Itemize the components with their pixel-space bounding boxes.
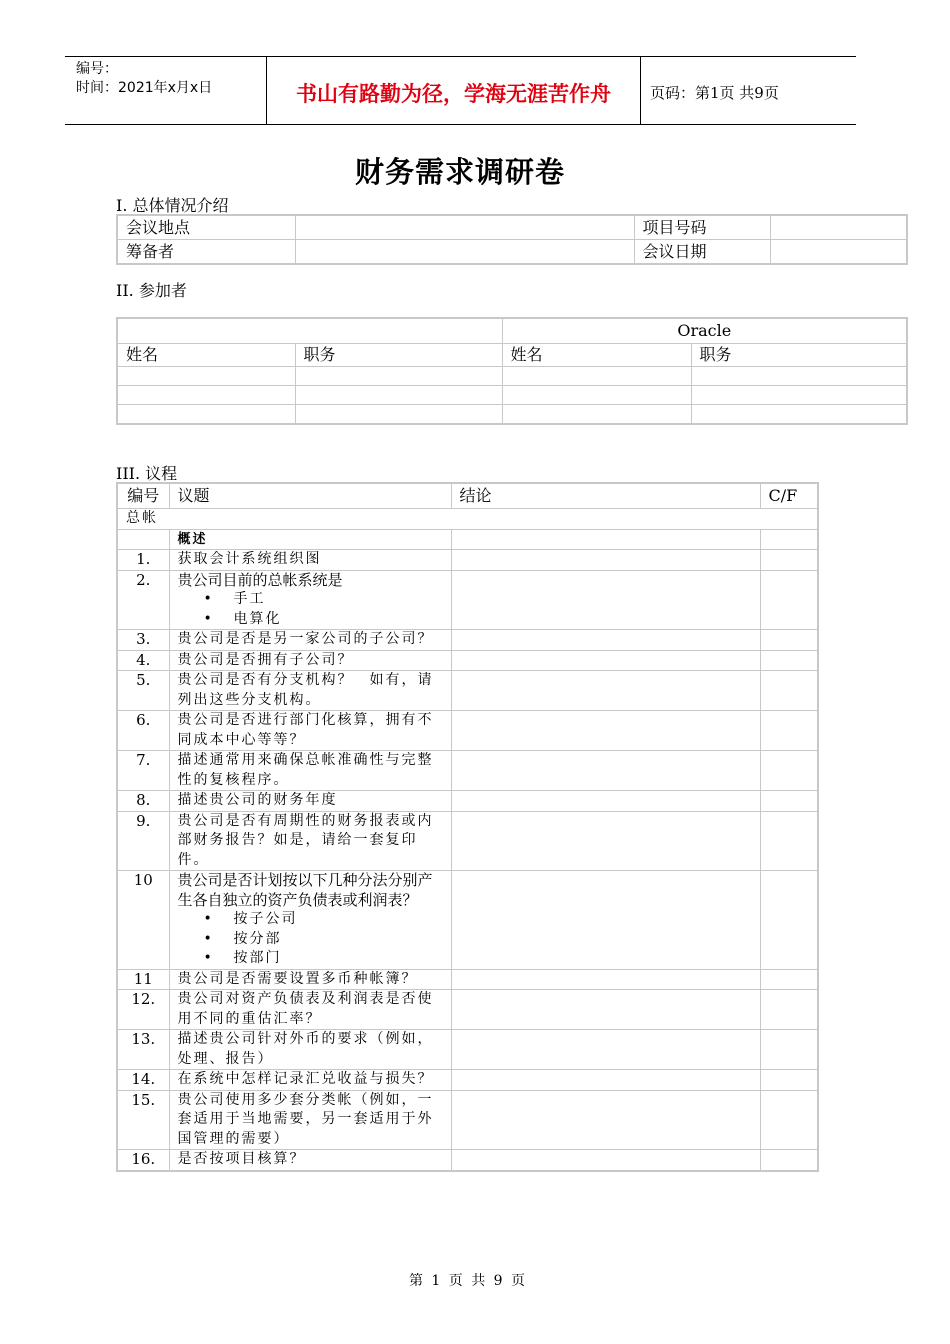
column-header-name: 姓名 xyxy=(502,344,691,367)
participant-cell[interactable] xyxy=(691,405,907,425)
table-row xyxy=(117,791,818,812)
table-header-row xyxy=(117,483,818,509)
participant-cell[interactable] xyxy=(117,367,295,386)
item-number: 5. xyxy=(117,671,169,711)
table-row xyxy=(117,1070,818,1091)
bullet-item xyxy=(178,910,443,930)
section-heading-agenda: III. 议程 xyxy=(116,464,178,483)
item-text: 贵公司是否有分支机构？ 如有，请列出这些分支机构。 xyxy=(177,672,434,708)
item-topic xyxy=(169,570,451,630)
organizer-field[interactable] xyxy=(295,240,634,265)
participant-cell[interactable] xyxy=(691,386,907,405)
item-text: 获取会计系统组织图 xyxy=(177,551,322,567)
item-topic xyxy=(169,791,451,812)
column-header-topic: 议题 xyxy=(169,483,451,509)
item-number: 2. xyxy=(117,570,169,630)
item-topic xyxy=(169,650,451,671)
bullet-item xyxy=(178,590,443,610)
item-text: 贵公司是否拥有子公司？ xyxy=(177,651,354,668)
bullet-label: 按分部 xyxy=(233,930,282,947)
table-row xyxy=(117,240,907,265)
bullet-item xyxy=(178,610,443,630)
item-text: 描述贵公司的财务年度 xyxy=(177,792,338,808)
cf-cell[interactable] xyxy=(760,650,818,671)
conclusion-cell[interactable] xyxy=(451,791,760,812)
table-row xyxy=(117,529,818,550)
oracle-group-header: Oracle xyxy=(502,318,907,344)
table-row xyxy=(117,751,818,791)
conclusion-cell[interactable] xyxy=(451,550,760,571)
subheading-label: 概述 xyxy=(169,529,451,550)
participant-cell[interactable] xyxy=(295,386,502,405)
table-row xyxy=(117,671,818,711)
conclusion-cell[interactable] xyxy=(451,811,760,871)
header-page-number: 页码：第1页 共9页 xyxy=(650,84,779,102)
cf-cell[interactable] xyxy=(760,529,818,550)
meeting-date-field[interactable] xyxy=(770,240,907,265)
participant-cell[interactable] xyxy=(117,386,295,405)
cf-cell[interactable] xyxy=(760,1150,818,1171)
table-row xyxy=(117,1090,818,1150)
participant-cell[interactable] xyxy=(295,367,502,386)
meeting-location-label: 会议地点 xyxy=(117,215,295,240)
participant-cell[interactable] xyxy=(502,367,691,386)
project-number-label: 项目号码 xyxy=(634,215,770,240)
table-row xyxy=(117,509,818,530)
column-header-conclusion: 结论 xyxy=(451,483,760,509)
category-label: 总帐 xyxy=(117,509,818,530)
item-number: 12. xyxy=(117,990,169,1030)
item-topic xyxy=(169,1070,451,1091)
column-header-number: 编号 xyxy=(117,483,169,509)
bullet-icon: • xyxy=(203,930,212,947)
page-title: 财务需求调研卷 xyxy=(354,155,565,189)
item-topic xyxy=(169,1030,451,1070)
cf-cell[interactable] xyxy=(760,550,818,571)
table-row xyxy=(117,811,818,871)
cf-cell[interactable] xyxy=(760,711,818,751)
item-topic xyxy=(169,550,451,571)
item-number: 7. xyxy=(117,751,169,791)
cf-cell[interactable] xyxy=(760,751,818,791)
item-number: 10 xyxy=(117,871,169,970)
item-topic xyxy=(169,671,451,711)
agenda-table xyxy=(116,482,819,1172)
item-number: 15. xyxy=(117,1090,169,1150)
item-text: 贵公司目前的总帐系统是 xyxy=(177,570,343,589)
table-row xyxy=(117,215,907,240)
item-number: 6. xyxy=(117,711,169,751)
column-header-title: 职务 xyxy=(295,344,502,367)
item-number: 9. xyxy=(117,811,169,871)
conclusion-cell[interactable] xyxy=(451,630,760,651)
cf-cell[interactable] xyxy=(760,570,818,630)
participants-table xyxy=(116,317,908,425)
item-topic xyxy=(169,630,451,651)
conclusion-cell[interactable] xyxy=(451,570,760,630)
header-divider xyxy=(640,56,641,124)
item-number: 4. xyxy=(117,650,169,671)
cf-cell[interactable] xyxy=(760,871,818,970)
conclusion-cell[interactable] xyxy=(451,969,760,990)
cf-cell[interactable] xyxy=(760,969,818,990)
table-row xyxy=(117,367,907,386)
organizer-label: 筹备者 xyxy=(117,240,295,265)
cf-cell[interactable] xyxy=(760,990,818,1030)
table-row xyxy=(117,318,907,344)
conclusion-cell[interactable] xyxy=(451,1090,760,1150)
bullet-item xyxy=(178,930,443,950)
item-text: 贵公司是否进行部门化核算，拥有不同成本中心等等？ xyxy=(177,712,434,748)
table-row xyxy=(117,650,818,671)
table-row xyxy=(117,405,907,425)
bullet-icon: • xyxy=(203,950,212,966)
item-text: 贵公司使用多少套分类帐（例如，一套适用于当地需要，另一套适用于外国管理的需要） xyxy=(177,1091,434,1147)
item-topic xyxy=(169,811,451,871)
item-number: 3. xyxy=(117,630,169,651)
item-text: 在系统中怎样记录汇兑收益与损失？ xyxy=(177,1071,434,1087)
item-number: 14. xyxy=(117,1070,169,1091)
participant-cell[interactable] xyxy=(295,405,502,425)
table-row xyxy=(117,990,818,1030)
item-topic xyxy=(169,990,451,1030)
column-header-title: 职务 xyxy=(691,344,907,367)
table-row xyxy=(117,969,818,990)
conclusion-cell[interactable] xyxy=(451,1150,760,1171)
conclusion-cell[interactable] xyxy=(451,711,760,751)
item-number: 11 xyxy=(117,969,169,990)
bullet-label: 手工 xyxy=(233,591,266,607)
table-row xyxy=(117,550,818,571)
column-header-cf: C/F xyxy=(760,483,818,509)
cf-cell[interactable] xyxy=(760,1070,818,1091)
table-header-row xyxy=(117,344,907,367)
cf-cell[interactable] xyxy=(760,811,818,871)
conclusion-cell[interactable] xyxy=(451,1030,760,1070)
table-row xyxy=(117,1150,818,1171)
bullet-label: 按子公司 xyxy=(233,911,298,927)
document-time: 时间：2021年x月x日 xyxy=(76,80,213,96)
overview-table xyxy=(116,214,908,265)
meeting-location-field[interactable] xyxy=(295,215,634,240)
header-meta xyxy=(76,60,212,98)
client-group-header xyxy=(117,318,502,344)
bullet-label: 电算化 xyxy=(233,610,282,627)
header-bottom-rule xyxy=(65,124,856,125)
header-motto: 书山有路勤为径，学海无涯苦作舟 xyxy=(296,82,611,106)
bullet-icon: • xyxy=(203,610,212,627)
table-row xyxy=(117,386,907,405)
item-text: 贵公司是否是另一家公司的子公司？ xyxy=(177,631,434,647)
conclusion-cell[interactable] xyxy=(451,1070,760,1091)
conclusion-cell[interactable] xyxy=(451,529,760,550)
bullet-icon: • xyxy=(203,911,212,927)
table-row xyxy=(117,711,818,751)
participant-cell[interactable] xyxy=(502,386,691,405)
meeting-date-label: 会议日期 xyxy=(634,240,770,265)
conclusion-cell[interactable] xyxy=(451,751,760,791)
conclusion-cell[interactable] xyxy=(451,990,760,1030)
item-number: 1. xyxy=(117,550,169,571)
item-number: 8. xyxy=(117,791,169,812)
item-topic xyxy=(169,711,451,751)
item-number: 16. xyxy=(117,1150,169,1171)
section-heading-overview: I. 总体情况介绍 xyxy=(116,196,229,215)
item-number: 13. xyxy=(117,1030,169,1070)
item-topic xyxy=(169,969,451,990)
column-header-name: 姓名 xyxy=(117,344,295,367)
table-row xyxy=(117,871,818,970)
participant-cell[interactable] xyxy=(691,367,907,386)
cf-cell[interactable] xyxy=(760,630,818,651)
participant-cell[interactable] xyxy=(117,405,295,425)
item-text: 描述贵公司针对外币的要求（例如，处理、报告） xyxy=(177,1031,434,1067)
cf-cell[interactable] xyxy=(760,671,818,711)
item-topic xyxy=(169,871,451,970)
bullet-label: 按部门 xyxy=(233,950,282,966)
conclusion-cell[interactable] xyxy=(451,650,760,671)
participant-cell[interactable] xyxy=(502,405,691,425)
cf-cell[interactable] xyxy=(760,1090,818,1150)
project-number-field[interactable] xyxy=(770,215,907,240)
bullet-item xyxy=(178,949,443,969)
item-text: 贵公司是否计划按以下几种分法分别产生各自独立的资产负债表或利润表？ xyxy=(177,871,433,909)
document-number: 编号： xyxy=(76,61,118,77)
conclusion-cell[interactable] xyxy=(451,671,760,711)
page-footer: 第 1 页 共 9 页 xyxy=(408,1273,528,1289)
item-text: 贵公司对资产负债表及利润表是否使用不同的重估汇率？ xyxy=(177,991,434,1027)
conclusion-cell[interactable] xyxy=(451,871,760,970)
header-top-rule xyxy=(65,56,856,57)
cf-cell[interactable] xyxy=(760,791,818,812)
item-text: 贵公司是否需要设置多币种帐簿？ xyxy=(177,970,418,987)
agenda-items xyxy=(117,550,818,1171)
item-text: 描述通常用来确保总帐准确性与完整性的复核程序。 xyxy=(177,752,434,788)
item-text: 是否按项目核算？ xyxy=(177,1151,306,1167)
item-topic xyxy=(169,1090,451,1150)
table-row xyxy=(117,570,818,630)
number-cell xyxy=(117,529,169,550)
table-row xyxy=(117,1030,818,1070)
section-heading-participants: II. 参加者 xyxy=(116,281,187,300)
bullet-icon: • xyxy=(203,591,212,607)
table-row xyxy=(117,630,818,651)
item-topic xyxy=(169,1150,451,1171)
item-text: 贵公司是否有周期性的财务报表或内部财务报告？如是，请给一套复印件。 xyxy=(177,812,434,868)
item-topic xyxy=(169,751,451,791)
cf-cell[interactable] xyxy=(760,1030,818,1070)
